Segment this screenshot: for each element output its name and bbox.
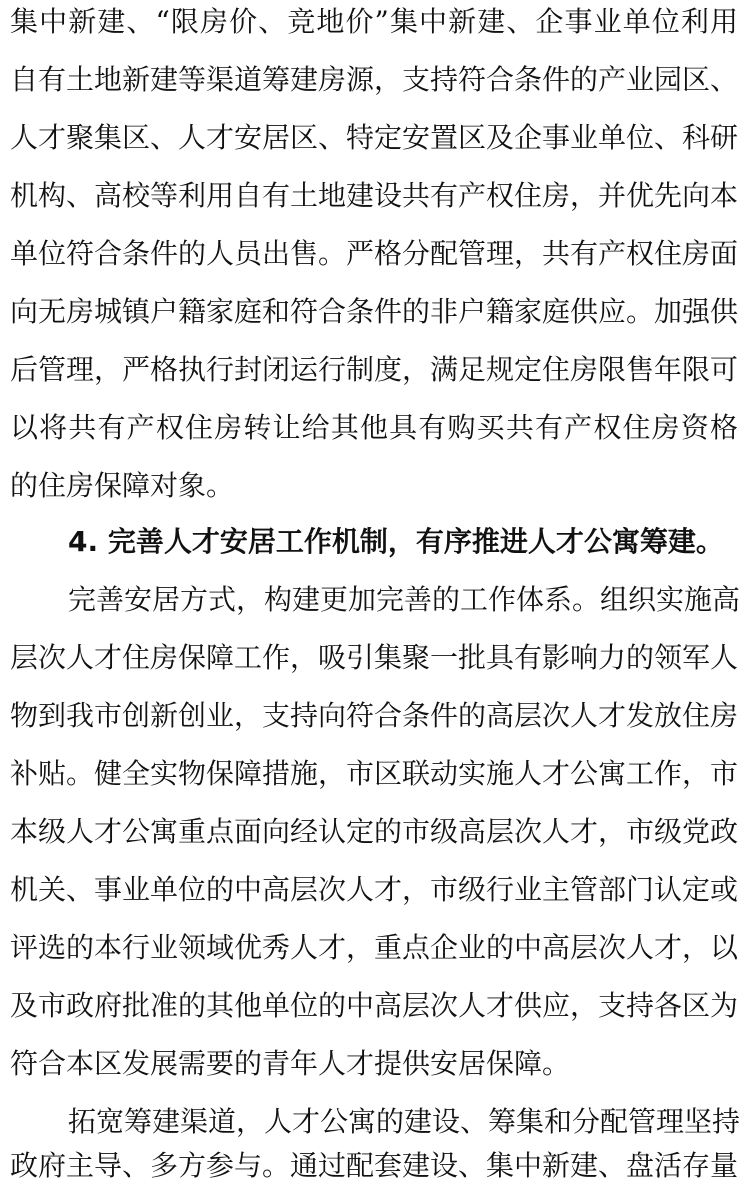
paragraph-line: 补贴。健全实物保障措施，市区联动实施人才公寓工作，市 [10, 757, 739, 790]
paragraph-line: 层次人才住房保障工作，吸引集聚一批具有影响力的领军人 [10, 641, 739, 674]
paragraph-line: 自有土地新建等渠道筹建房源，支持符合条件的产业园区、 [10, 63, 739, 96]
paragraph-line: 单位符合条件的人员出售。严格分配管理，共有产权住房面 [10, 237, 739, 270]
paragraph-line: 的住房保障对象。 [10, 469, 235, 502]
paragraph-line: 本级人才公寓重点面向经认定的市级高层次人才，市级党政 [10, 815, 739, 848]
paragraph-line: 及市政府批准的其他单位的中高层次人才供应，支持各区为 [10, 989, 739, 1022]
paragraph-line: 以将共有产权住房转让给其他具有购买共有产权住房资格 [10, 411, 738, 444]
paragraph-line: 物到我市创新创业，支持向符合条件的高层次人才发放住房 [10, 699, 739, 732]
paragraph-line: 完善安居方式，构建更加完善的工作体系。组织实施高 [68, 583, 741, 616]
paragraph-line: 后管理，严格执行封闭运行制度，满足规定住房限售年限可 [10, 353, 739, 386]
paragraph-line: 符合本区发展需要的青年人才提供安居保障。 [10, 1047, 571, 1080]
paragraph-line: 拓宽筹建渠道，人才公寓的建设、筹集和分配管理坚持 [68, 1105, 741, 1138]
paragraph-line: 集中新建、“限房价、竞地价”集中新建、企事业单位利用 [10, 5, 738, 38]
paragraph-line: 机关、事业单位的中高层次人才，市级行业主管部门认定或 [10, 873, 739, 906]
section-heading: 4. 完善人才安居工作机制，有序推进人才公寓筹建。 [68, 525, 724, 558]
paragraph-line: 机构、高校等利用自有土地建设共有产权住房，并优先向本 [10, 179, 739, 212]
paragraph-line: 评选的本行业领域优秀人才，重点企业的中高层次人才，以 [10, 931, 739, 964]
paragraph-line: 政府主导、多方参与。通过配套建设、集中新建、盘活存量 [10, 1149, 739, 1182]
paragraph-line: 向无房城镇户籍家庭和符合条件的非户籍家庭供应。加强供 [10, 295, 739, 328]
paragraph-line: 人才聚集区、人才安居区、特定安置区及企事业单位、科研 [10, 121, 739, 154]
